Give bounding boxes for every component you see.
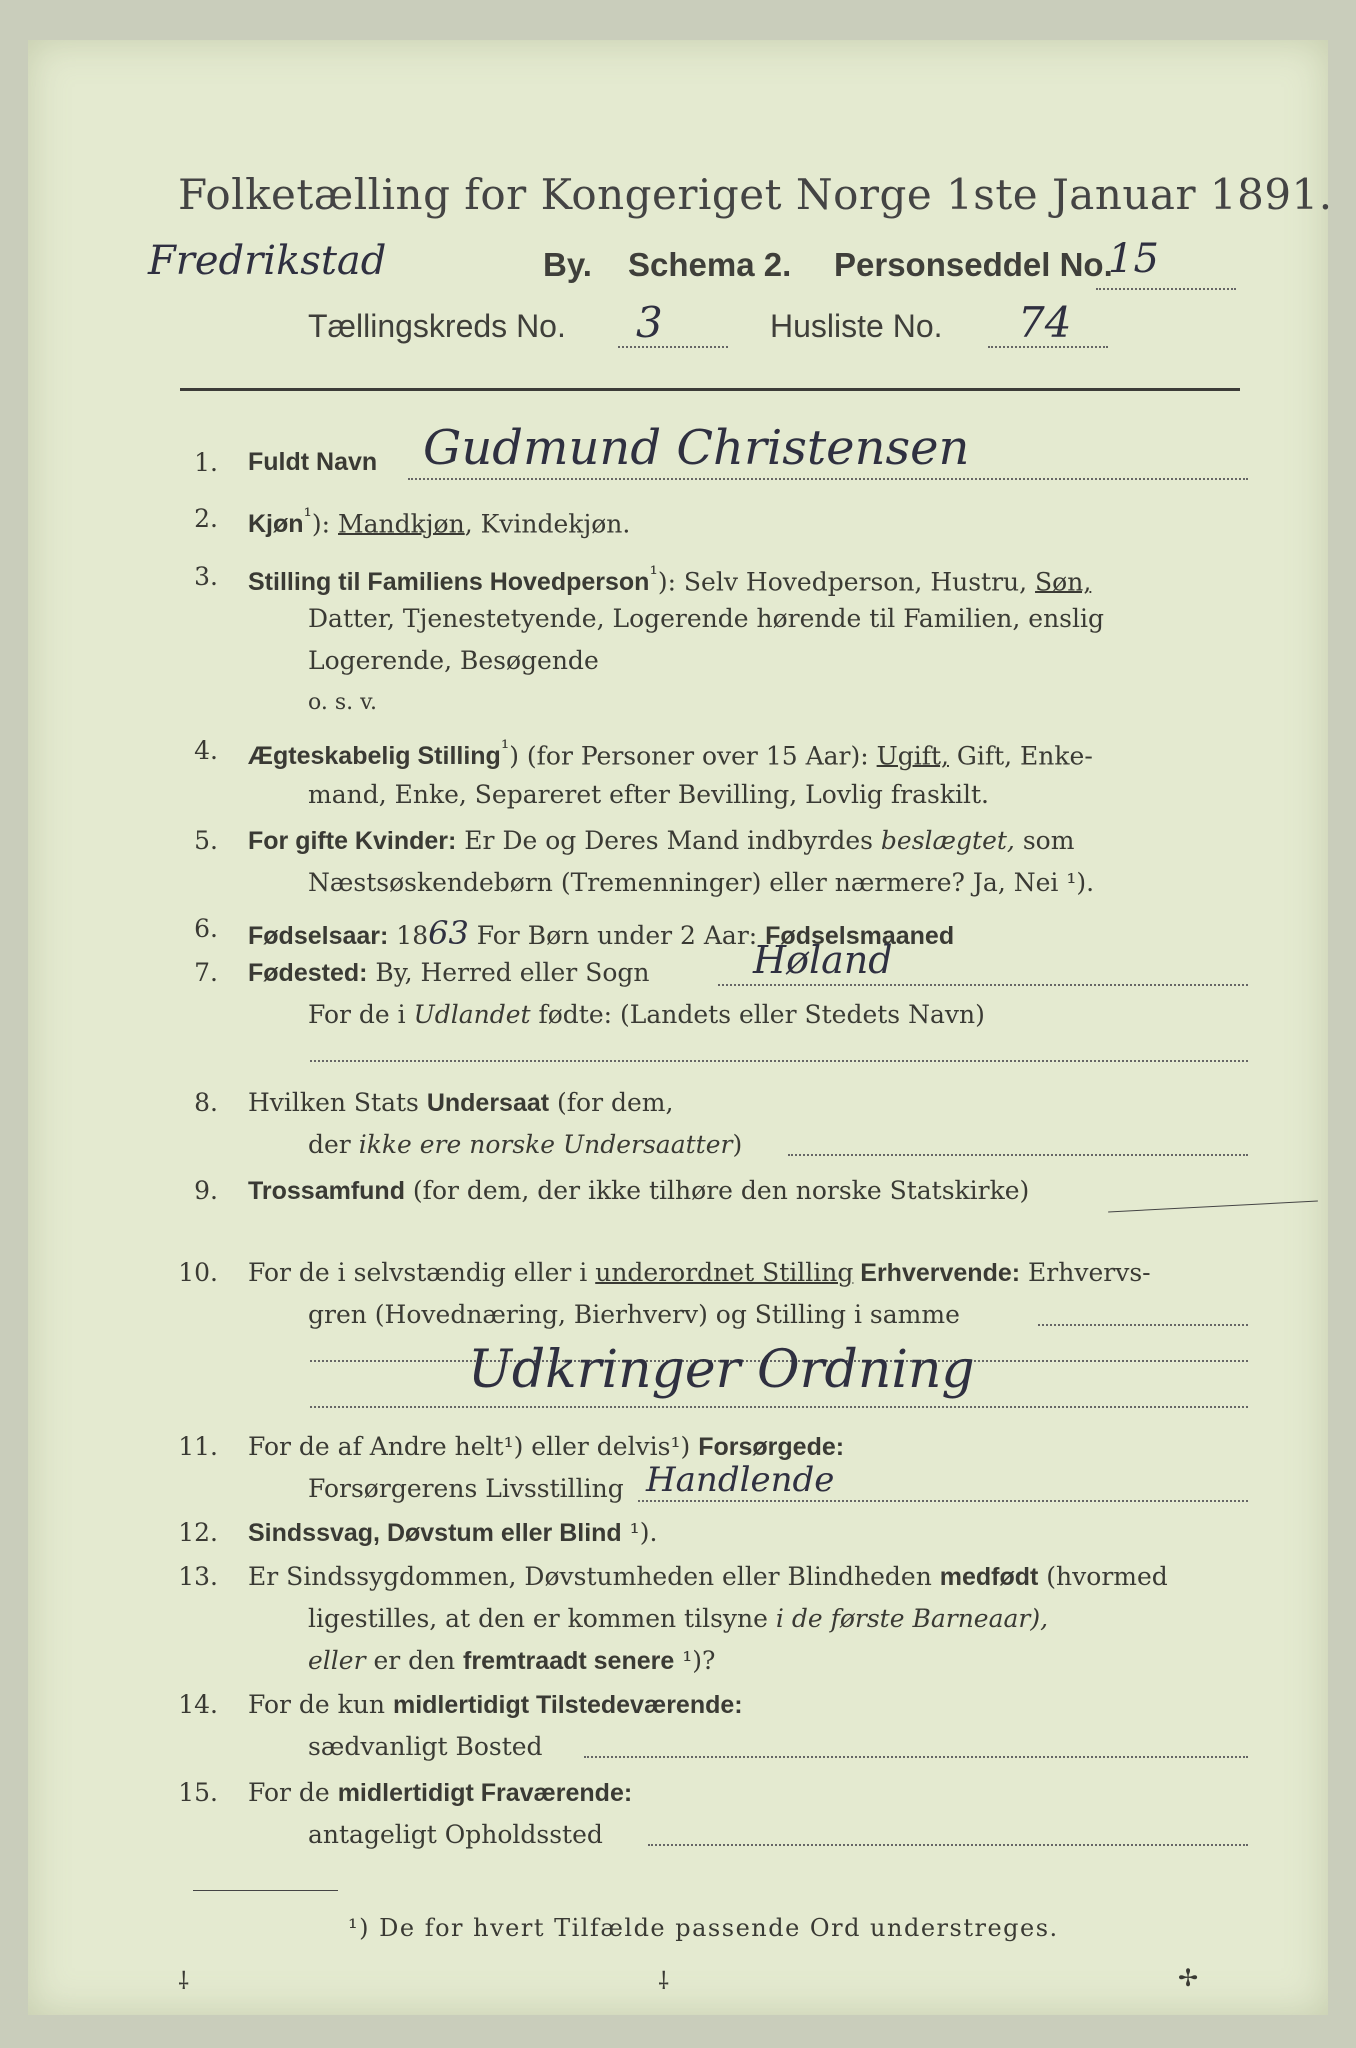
marital-status-label: Ægteskabelig Stilling [248, 742, 501, 771]
register-mark-center: ⸸ [658, 1967, 670, 1995]
item-4-number: 4. [194, 736, 218, 765]
full-name-value: Gudmund Christensen [423, 420, 970, 476]
full-name-dotline [408, 478, 1248, 480]
birthplace-abroad-dotline [310, 1060, 1248, 1062]
presumed-residence-dotline [648, 1844, 1248, 1846]
temporary-present-intro: For de kun [248, 1690, 393, 1719]
married-women-line2: Næstsøskendebørn (Tremenninger) eller nærmere? Ja, Nei ¹). [308, 868, 1095, 897]
disability-label: Sindssvag, Døvstum eller Blind [248, 1519, 622, 1547]
marital-status-note: ) (for Personer over 15 Aar): [509, 741, 877, 771]
religion-label: Trossamfund [248, 1177, 405, 1205]
krets-label: Tællingskreds No. [308, 308, 566, 344]
occupation-intro: For de i selvstændig eller i [248, 1258, 596, 1287]
birthplace-value: Høland [753, 938, 893, 982]
congenital-line2: ligestilles, at den er kommen tilsyne i de første Barneaar), [308, 1604, 1049, 1633]
krets-number: 3 [636, 298, 663, 347]
provider-occupation-dotline [638, 1500, 1248, 1502]
occupation-label: Erhvervende: [853, 1259, 1021, 1287]
birth-year-value: 63 [428, 914, 469, 952]
birthplace-dotline [718, 984, 1248, 986]
item-3-number: 3. [194, 562, 218, 591]
register-mark-right: ✢ [1178, 1964, 1199, 1992]
temporary-present-label: midlertidigt Tilstedeværende: [392, 1691, 743, 1719]
by-label: By. [543, 246, 592, 283]
congenital-line3: eller er den fremtraadt senere ¹)? [308, 1646, 716, 1675]
nationality-line2: der ikke ere norske Undersaatter) [308, 1130, 743, 1159]
marital-status-line2: mand, Enke, Separeret efter Bevilling, Lovlig fraskilt. [308, 780, 989, 809]
family-position-son: Søn, [1035, 567, 1092, 597]
item-3: 3. Stilling til Familiens Hovedperson$^{^1}$): Selv Hovedperson, Hustru, Søn, [168, 562, 1091, 597]
husliste-dotline [988, 346, 1108, 348]
usual-residence-label: sædvanligt Bosted [308, 1732, 543, 1761]
item-13 [168, 1562, 1168, 1592]
birth-month-note: For Børn under 2 Aar: [468, 921, 766, 950]
place-name-handwritten: Fredrikstad [148, 238, 387, 284]
item-8 [168, 1088, 673, 1118]
birth-year-label: Fødselsaar: [248, 922, 389, 950]
occupation-dotline-1 [1038, 1324, 1248, 1326]
personseddel-label: Personseddel No. [834, 246, 1113, 283]
congenital-label: medfødt [939, 1563, 1039, 1591]
personseddel-dotline [1096, 288, 1236, 290]
usual-residence-dotline [584, 1756, 1248, 1758]
dependent-intro: For de af Andre helt¹) eller delvis¹) [248, 1432, 699, 1461]
item-6-number: 6. [194, 914, 218, 943]
item-9-number: 9. [194, 1176, 218, 1205]
item-8-number: 8. [194, 1088, 218, 1117]
temporary-absent-intro: For de [248, 1778, 338, 1807]
register-mark-left: ⸸ [178, 1967, 190, 1995]
occupation-value: Udkringer Ordning [468, 1340, 975, 1400]
item-15-number: 15. [178, 1778, 218, 1807]
item-5-number: 5. [194, 826, 218, 855]
birthplace-abroad-line: For de i Udlandet fødte: (Landets eller Stedets Navn) [308, 1000, 985, 1029]
item-14-number: 14. [178, 1690, 218, 1719]
item-11-number: 11. [178, 1432, 218, 1461]
item-5 [168, 826, 1074, 856]
header-rule [180, 388, 1240, 391]
married-women-related: beslægtet, [880, 826, 1015, 855]
sex-label: Kjøn [248, 510, 304, 539]
birthplace-note: By, Herred eller Sogn [367, 958, 650, 987]
item-10 [168, 1258, 1151, 1288]
sex-option-male: Mandkjøn [338, 509, 465, 539]
item-14 [168, 1690, 743, 1720]
birthplace-label: Fødested: [248, 959, 368, 987]
item-4: 4. Ægteskabelig Stilling$^{^1}$) (for Personer over 15 Aar): Ugift, Gift, Enke- [168, 736, 1093, 771]
item-13-number: 13. [178, 1562, 218, 1591]
nationality-dotline [788, 1154, 1248, 1156]
item-11 [168, 1432, 844, 1462]
personseddel-number: 15 [1108, 236, 1159, 282]
temporary-absent-label: midlertidigt Fraværende: [337, 1779, 633, 1807]
family-position-line2: Datter, Tjenestetyende, Logerende hørende til Familien, enslig [308, 604, 1105, 633]
sex-option-female: , Kvindekjøn. [464, 509, 631, 539]
sex-footnote-mark: ¹ [303, 504, 312, 528]
birth-month-label: Fødselsmaaned [765, 922, 955, 950]
form-title: Folketælling for Kongeriget Norge 1ste Januar 1891. [178, 170, 1333, 219]
family-position-options: ): Selv Hovedperson, Hustru, [657, 567, 1036, 597]
married-women-label: For gifte Kvinder: [248, 827, 457, 855]
occupation-subordinate: underordnet Stilling [595, 1258, 854, 1287]
item-7 [168, 958, 649, 988]
family-position-label: Stilling til Familiens Hovedperson [248, 568, 650, 597]
nationality-label: Undersaat [426, 1089, 550, 1117]
religion-note: (for dem, der ikke tilhøre den norske Statskirke) [404, 1176, 1030, 1205]
provider-occupation-label: Forsørgerens Livsstilling [308, 1474, 624, 1503]
congenital-intro: Er Sindssygdommen, Døvstumheden eller Blindheden [248, 1562, 940, 1591]
disability-footnote: ¹). [621, 1518, 658, 1547]
congenital-hvormed: (hvormed [1038, 1562, 1168, 1591]
dependent-label: Forsørgede: [698, 1433, 845, 1461]
krets-dotline [618, 346, 728, 348]
schema-label: Schema 2. [628, 246, 792, 283]
occupation-erhvervs: Erhvervs- [1020, 1258, 1151, 1287]
birth-year-prefix: 18 [388, 921, 429, 950]
husliste-number: 74 [1018, 298, 1072, 347]
occupation-dotline-3 [310, 1406, 1248, 1408]
family-position-line3: Logerende, Besøgende [308, 646, 599, 675]
occupation-line2: gren (Hovednæring, Bierhverv) og Stilling i samme [308, 1300, 960, 1329]
sex-colon: ): [311, 509, 339, 539]
item-12 [168, 1518, 657, 1548]
item-2 [168, 504, 630, 539]
census-form-sheet [28, 40, 1333, 2015]
item-7-number: 7. [194, 958, 218, 987]
item-2-number: 2. [194, 504, 218, 533]
item-12-number: 12. [178, 1518, 218, 1547]
item-15 [168, 1778, 632, 1808]
provider-occupation-value: Handlende [646, 1460, 835, 1500]
presumed-residence-label: antageligt Opholdssted [308, 1820, 603, 1849]
footnote: ¹) De for hvert Tilfælde passende Ord understreges. [348, 1914, 1059, 1942]
item-1-number: 1. [194, 448, 218, 477]
item-9 [168, 1176, 1029, 1206]
married-women-question: Er De og Deres Mand indbyrdes [456, 826, 881, 855]
family-position-line4: o. s. v. [308, 690, 377, 715]
nationality-intro: Hvilken Stats [248, 1088, 427, 1117]
nationality-note: (for dem, [549, 1088, 674, 1117]
marital-status-options: Gift, Enke- [948, 741, 1093, 771]
full-name-label: Fuldt Navn [248, 448, 378, 476]
religion-underline [1108, 1201, 1318, 1213]
footnote-rule [193, 1890, 338, 1891]
marital-status-unmarried: Ugift, [876, 741, 949, 771]
husliste-label: Husliste No. [770, 308, 943, 344]
married-women-som: som [1014, 826, 1075, 855]
item-10-number: 10. [178, 1258, 218, 1287]
